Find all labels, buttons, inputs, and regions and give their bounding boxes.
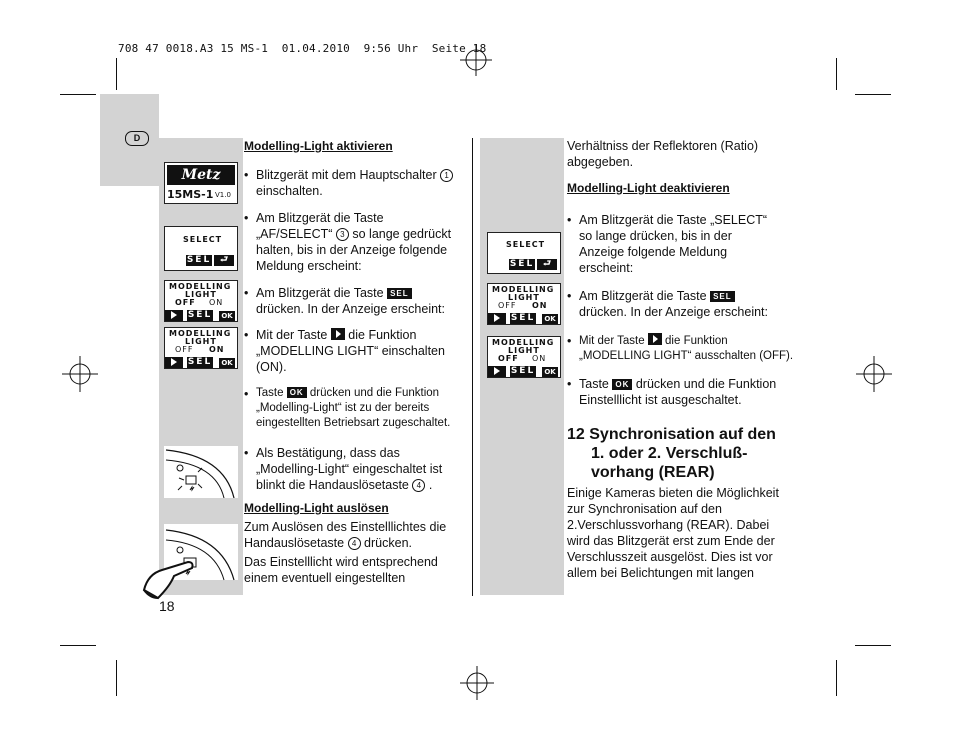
bullet-4: • xyxy=(244,328,249,342)
lcd-text: LIGHT xyxy=(508,293,540,302)
section-heading: 12 Synchronisation auf den 1. oder 2. Verschluß- vorhang (REAR) xyxy=(567,426,776,481)
crop-mark xyxy=(836,660,837,696)
play-icon xyxy=(171,358,177,366)
model-name: 15MS-1 xyxy=(167,188,214,201)
heading-trigger: Modelling-Light auslösen xyxy=(244,501,389,515)
left-bullet-1: Blitzgerät mit dem Hauptschalter 1 einschalten. xyxy=(256,167,471,199)
ok-key: OK xyxy=(542,314,558,324)
play-icon xyxy=(494,367,500,375)
crop-mark xyxy=(60,94,96,95)
lcd-modelling-off xyxy=(164,280,238,322)
circled-number: 4 xyxy=(348,537,361,550)
lcd-text: OFF xyxy=(175,298,196,307)
lcd-text: LIGHT xyxy=(508,346,540,355)
lcd-text: MODELLING xyxy=(492,285,555,294)
ok-key: OK xyxy=(219,311,235,321)
bullet-1: • xyxy=(244,168,249,182)
model-version: V1.0 xyxy=(215,191,231,199)
bullet-5: • xyxy=(244,387,249,401)
lcd-text: MODELLING xyxy=(169,282,232,291)
play-icon xyxy=(331,328,345,340)
lcd-text: OFF xyxy=(498,354,519,363)
registration-mark-icon xyxy=(856,356,892,392)
bullet-3: • xyxy=(244,286,249,300)
lcd-text: ON xyxy=(209,345,225,354)
lcd-modelling-on xyxy=(164,327,238,369)
return-icon: ⮐ xyxy=(537,259,557,270)
left-bullet-4: Mit der Taste die Funktion „MODELLING LIGHT“ einschalten (ON). xyxy=(256,328,445,374)
play-icon xyxy=(648,333,662,345)
crop-mark xyxy=(855,645,891,646)
sel-key: SEL xyxy=(187,310,213,320)
lcd-text: OFF xyxy=(498,301,517,310)
bullet-2: • xyxy=(567,289,572,303)
ok-key-icon: OK xyxy=(287,387,307,398)
lcd-text: ON xyxy=(532,301,548,310)
left-bullet-3: Am Blitzgerät die Taste SEL drücken. In der Anzeige erscheint: xyxy=(256,286,446,316)
metz-logo: Metz xyxy=(167,165,235,185)
ok-key: OK xyxy=(542,367,558,377)
sel-key: SEL xyxy=(509,259,535,269)
lcd-text: LIGHT xyxy=(185,337,217,346)
right-bullet-4: Taste OK drücken und die Funktion Einstelllicht ist ausgeschaltet. xyxy=(579,377,777,407)
lcd-modelling-off xyxy=(487,336,561,378)
left-bullet-5: Taste OK drücken und die Funktion „Modelling-Light“ ist zu der bereits eingestellten Betriebsart zugeschaltet. xyxy=(256,387,451,429)
column-divider xyxy=(472,138,473,596)
lcd-select xyxy=(164,226,238,271)
bullet-6: • xyxy=(244,446,249,460)
sel-key: SEL xyxy=(187,357,213,367)
lcd-text: ON xyxy=(209,298,224,307)
sel-key: SEL xyxy=(186,255,212,265)
left-paragraph: Zum Auslösen des Einstelllichtes die Handauslösetaste 4 drücken. Das Einstelllicht wird entsprechend einem eventuell eingestellten xyxy=(244,520,447,585)
circled-number: 3 xyxy=(336,228,349,241)
crop-mark xyxy=(116,58,117,90)
lcd-text: ON xyxy=(532,354,547,363)
right-bullet-3: Mit der Taste die Funktion „MODELLING LIGHT“ ausschalten (OFF). xyxy=(579,335,794,362)
bullet-4: • xyxy=(567,377,572,391)
crop-mark xyxy=(60,645,96,646)
lcd-select xyxy=(487,232,561,274)
sel-key: SEL xyxy=(510,313,536,323)
bullet-3: • xyxy=(567,334,572,348)
device-display xyxy=(164,162,238,204)
registration-mark-icon xyxy=(460,666,494,700)
sel-key-icon: SEL xyxy=(387,288,412,299)
sel-key-icon: SEL xyxy=(710,291,735,302)
return-icon: ⮐ xyxy=(214,255,234,266)
right-intro: Verhältniss der Reflektoren (Ratio) abgegeben. xyxy=(567,139,759,169)
bullet-2: • xyxy=(244,211,249,225)
print-header: 708 47 0018.A3 15 MS-1 01.04.2010 9:56 Uhr Seite 18 xyxy=(118,42,487,55)
circled-number: 1 xyxy=(440,169,453,182)
circled-number: 4 xyxy=(412,479,425,492)
right-bullet-2: Am Blitzgerät die Taste SEL drücken. In der Anzeige erscheint: xyxy=(579,289,769,319)
heading-deactivate: Modelling-Light deaktivieren xyxy=(567,181,730,195)
section-paragraph: Einige Kameras bieten die Möglichkeit zur Synchronisation auf den 2.Verschlussvorhang (REAR). Dabei wird das Blitzgerät erst zum Ende der Verschlusszeit ausgelöst. Dies ist vor allem bei Belichtungen mit langen xyxy=(567,486,779,580)
page-number: 18 xyxy=(159,598,175,614)
language-badge: D xyxy=(125,131,149,146)
lcd-text: MODELLING xyxy=(492,338,555,347)
lcd-modelling-on xyxy=(487,283,561,325)
lcd-text: SELECT xyxy=(506,240,546,249)
right-bullet-1: Am Blitzgerät die Taste „SELECT“ so lange drücken, bis in der Anzeige folgende Meldung erscheint: xyxy=(579,213,768,275)
lcd-text: LIGHT xyxy=(185,290,217,299)
hand-press-illustration-icon xyxy=(140,524,240,604)
crop-mark xyxy=(855,94,891,95)
heading-activate: Modelling-Light aktivieren xyxy=(244,139,393,153)
play-icon xyxy=(171,311,177,319)
flash-blink-illustration-icon xyxy=(164,446,238,498)
registration-mark-icon xyxy=(62,356,98,392)
lcd-text: OFF xyxy=(175,345,194,354)
left-bullet-2: Am Blitzgerät die Taste „AF/SELECT“ 3 so lange gedrückt halten, bis in der Anzeige folgende Meldung erscheint: xyxy=(256,211,452,273)
left-bullet-6: Als Bestätigung, dass das „Modelling-Light“ eingeschaltet ist blinkt die Handauslösetaste 4 . xyxy=(256,446,443,492)
play-icon xyxy=(494,314,500,322)
bullet-1: • xyxy=(567,213,572,227)
lcd-text: SELECT xyxy=(183,235,223,244)
lcd-text: MODELLING xyxy=(169,329,232,338)
ok-key-icon: OK xyxy=(612,379,632,390)
crop-mark xyxy=(836,58,837,90)
sel-key: SEL xyxy=(510,366,536,376)
registration-mark-icon xyxy=(460,44,492,76)
crop-mark xyxy=(116,660,117,696)
ok-key: OK xyxy=(219,358,235,368)
